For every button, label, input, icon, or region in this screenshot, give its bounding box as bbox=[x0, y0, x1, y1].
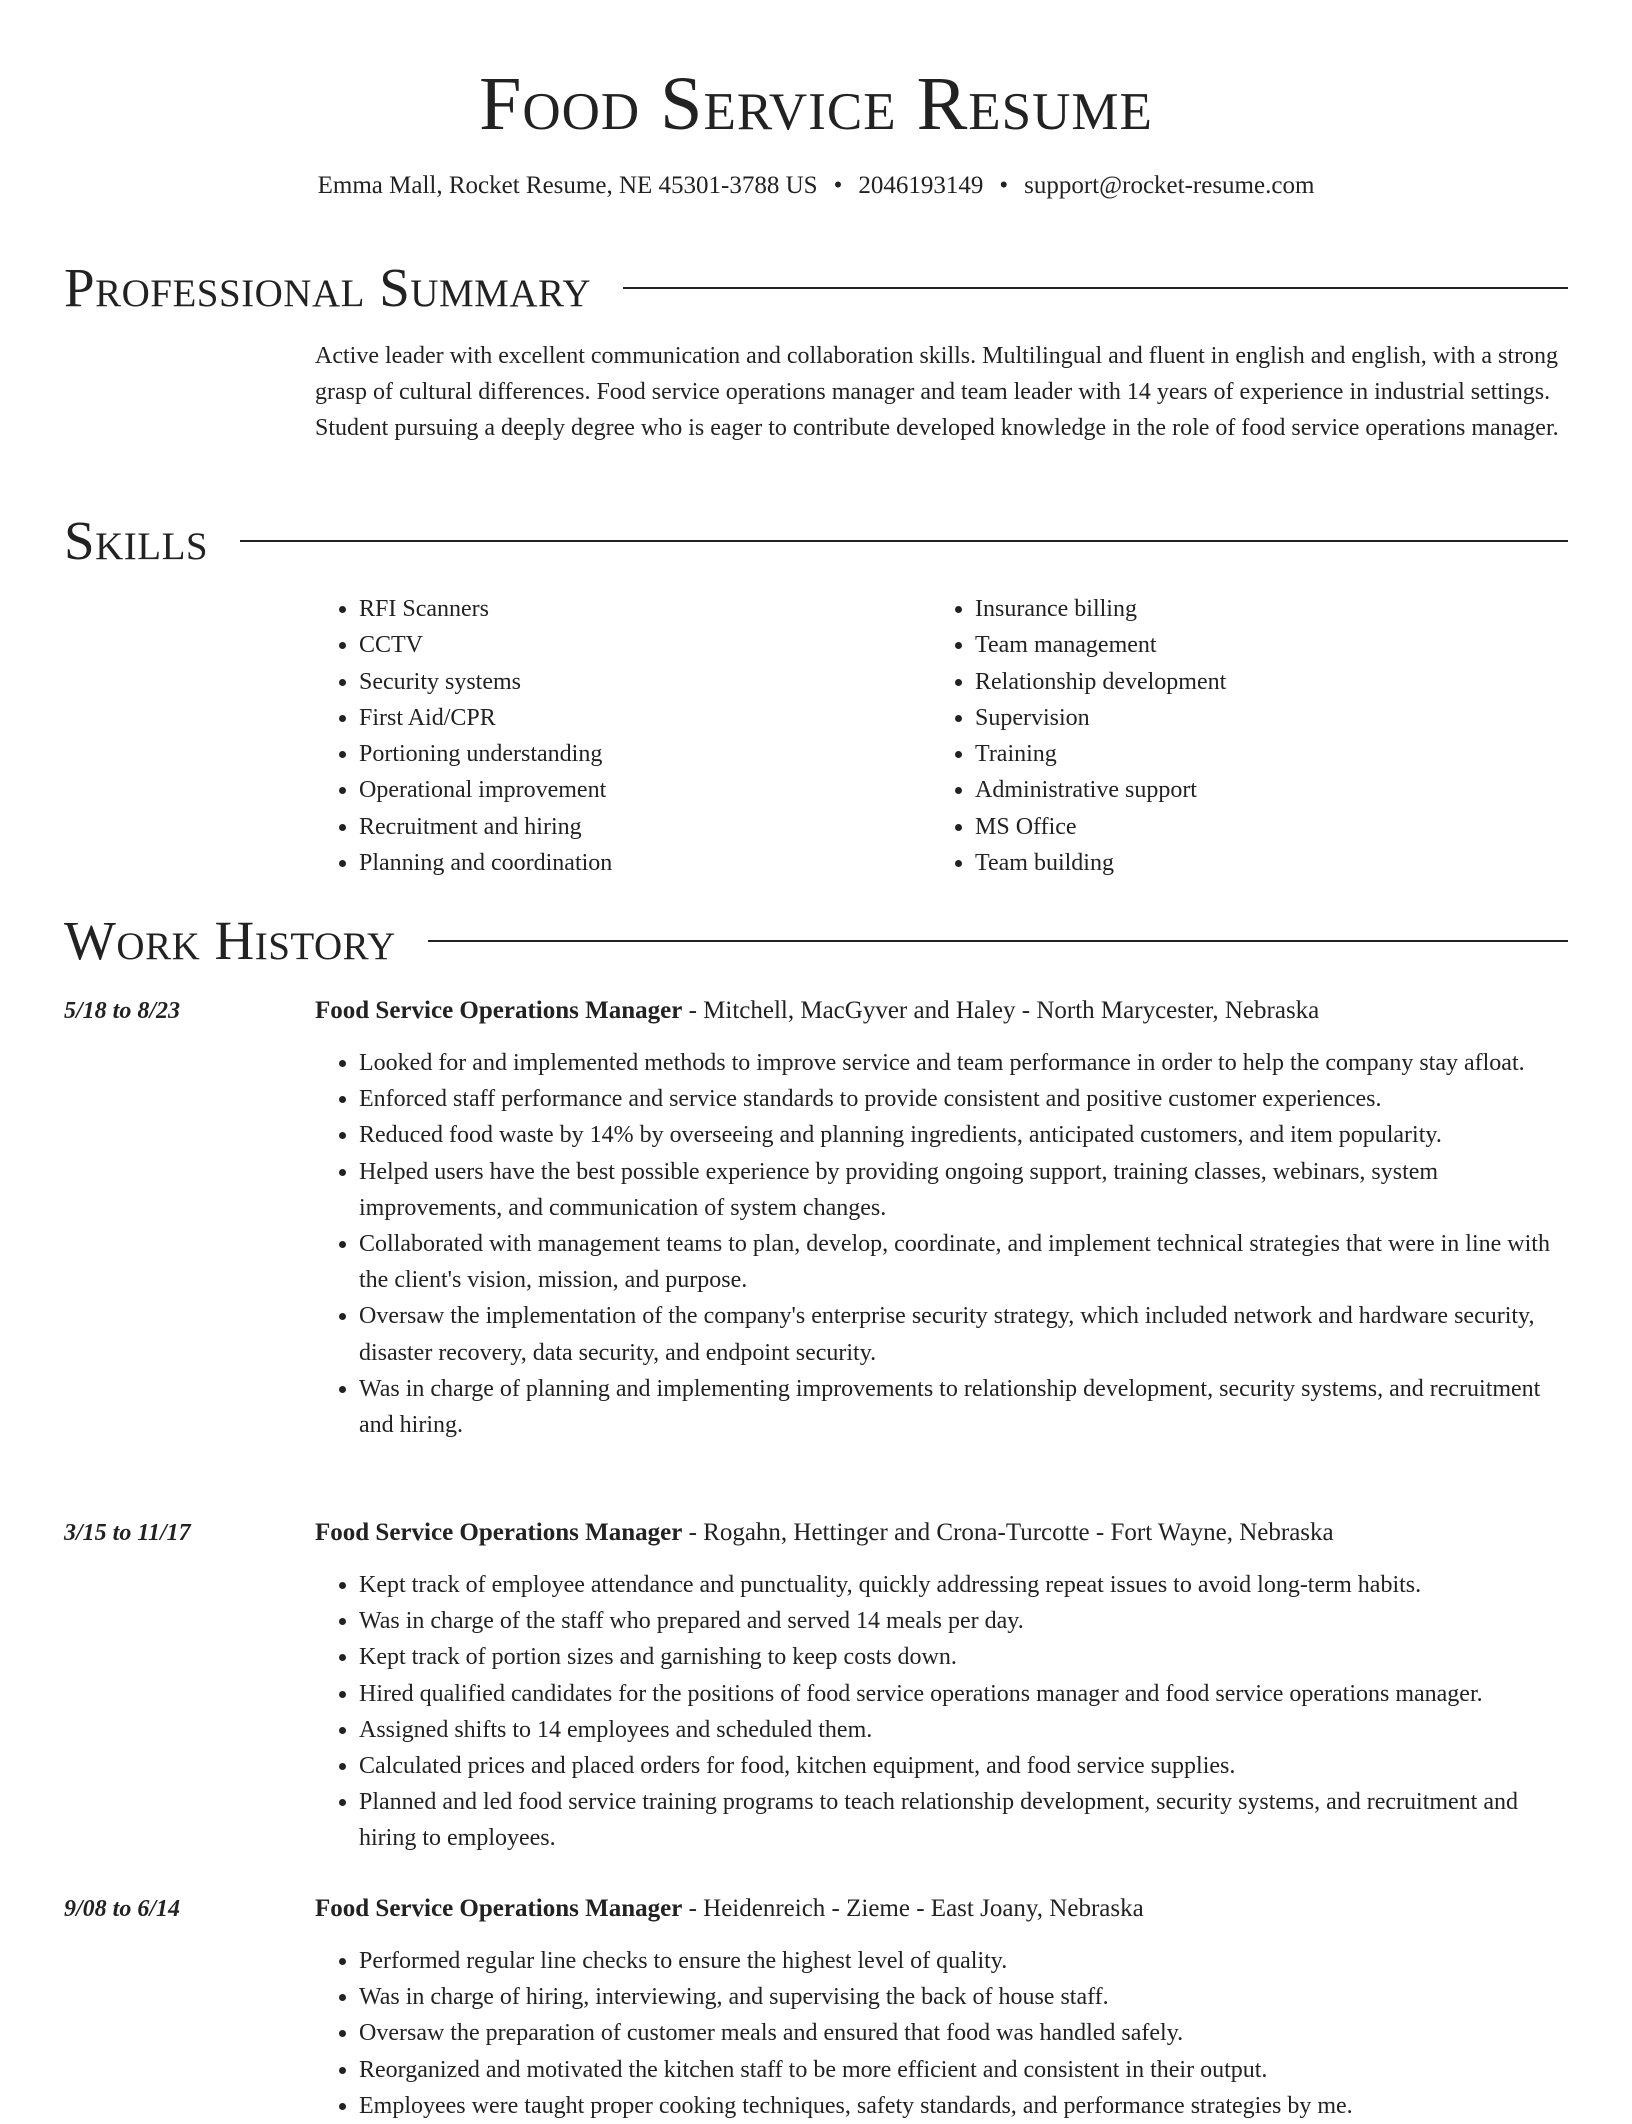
section-title-work: Work History bbox=[64, 910, 396, 971]
job-dates: 5/18 to 8/23 bbox=[64, 998, 181, 1024]
job-employer-location: - Heidenreich - Zieme - East Joany, Nebraska bbox=[682, 1895, 1144, 1922]
skills-list-right bbox=[931, 591, 1547, 881]
contact-phone: 2046193149 bbox=[858, 172, 984, 199]
job-entry bbox=[64, 1515, 1568, 1857]
contact-line bbox=[0, 170, 1632, 202]
job-entry bbox=[64, 1891, 1568, 2124]
job-bullet: • Looked for and implemented methods to improve service and team performance in order to help the company stay afloat. bbox=[359, 1045, 1568, 1081]
job-bullet: • Performed regular line checks to ensure the highest level of quality. bbox=[359, 1943, 1568, 1979]
job-bullets bbox=[315, 1045, 1568, 1443]
job-title: Food Service Operations Manager bbox=[315, 1895, 683, 1922]
section-rule bbox=[428, 940, 1568, 942]
skill-item: • Operational improvement bbox=[359, 772, 931, 808]
job-entry bbox=[64, 993, 1568, 1443]
skill-item: • Portioning understanding bbox=[359, 736, 931, 772]
skill-item: • Team management bbox=[975, 627, 1547, 663]
job-bullet: • Employees were taught proper cooking techniques, safety standards, and performance strategies by me. bbox=[359, 2088, 1568, 2124]
job-bullet: • Was in charge of hiring, interviewing, and supervising the back of house staff. bbox=[359, 1979, 1568, 2015]
job-bullet: • Assigned shifts to 14 employees and scheduled them. bbox=[359, 1712, 1568, 1748]
job-bullet: • Reorganized and motivated the kitchen staff to be more efficient and consistent in their output. bbox=[359, 2052, 1568, 2088]
job-bullet: • Kept track of portion sizes and garnishing to keep costs down. bbox=[359, 1639, 1568, 1675]
job-title: Food Service Operations Manager bbox=[315, 997, 683, 1024]
job-bullet: • Planned and led food service training programs to teach relationship development, security systems, and recruitment and hiring to employees. bbox=[359, 1784, 1568, 1856]
skill-item: • Relationship development bbox=[975, 664, 1547, 700]
section-title-skills: Skills bbox=[64, 510, 209, 571]
job-bullet: • Enforced staff performance and service standards to provide consistent and positive customer experiences. bbox=[359, 1081, 1568, 1117]
job-bullet: • Calculated prices and placed orders for food, kitchen equipment, and food service supplies. bbox=[359, 1748, 1568, 1784]
job-bullet: • Helped users have the best possible experience by providing ongoing support, training classes, webinars, system improvements, and communication of system changes. bbox=[359, 1154, 1568, 1226]
skill-item: • Team building bbox=[975, 845, 1547, 881]
skill-item: • Training bbox=[975, 736, 1547, 772]
skill-item: • RFI Scanners bbox=[359, 591, 931, 627]
job-bullet: • Was in charge of the staff who prepared and served 14 meals per day. bbox=[359, 1603, 1568, 1639]
skill-item: • Security systems bbox=[359, 664, 931, 700]
section-rule bbox=[240, 540, 1568, 542]
skill-item: • CCTV bbox=[359, 627, 931, 663]
contact-address: Emma Mall, Rocket Resume, NE 45301-3788 US bbox=[317, 172, 818, 199]
section-header-work bbox=[64, 909, 1568, 973]
job-heading bbox=[315, 1891, 1568, 1927]
skill-item: • Recruitment and hiring bbox=[359, 809, 931, 845]
contact-separator: • bbox=[833, 172, 843, 199]
section-title-summary: Professional Summary bbox=[64, 257, 592, 318]
job-bullet: • Oversaw the implementation of the company's enterprise security strategy, which included network and hardware security, disaster recovery, data security, and endpoint security. bbox=[359, 1298, 1568, 1370]
job-heading bbox=[315, 1515, 1568, 1551]
skill-item: • Supervision bbox=[975, 700, 1547, 736]
resume-title: Food Service Resume bbox=[479, 62, 1153, 146]
job-bullet: • Was in charge of planning and implementing improvements to relationship development, security systems, and recruitment and hiring. bbox=[359, 1371, 1568, 1443]
job-title: Food Service Operations Manager bbox=[315, 1519, 683, 1546]
skill-item: • MS Office bbox=[975, 809, 1547, 845]
section-rule bbox=[623, 287, 1568, 289]
job-bullets bbox=[315, 1567, 1568, 1857]
skill-item: • Planning and coordination bbox=[359, 845, 931, 881]
skill-item: • Administrative support bbox=[975, 772, 1547, 808]
skill-item: • Insurance billing bbox=[975, 591, 1547, 627]
job-dates: 3/15 to 11/17 bbox=[64, 1520, 191, 1546]
contact-separator: • bbox=[999, 172, 1009, 199]
job-dates: 9/08 to 6/14 bbox=[64, 1896, 181, 1922]
job-bullet: • Collaborated with management teams to plan, develop, coordinate, and implement technical strategies that were in line with the client's vision, mission, and purpose. bbox=[359, 1226, 1568, 1298]
skills-columns bbox=[315, 591, 1568, 881]
section-header-summary bbox=[64, 256, 1568, 320]
job-employer-location: - Rogahn, Hettinger and Crona-Turcotte - Fort Wayne, Nebraska bbox=[682, 1519, 1334, 1546]
contact-email[interactable]: support@rocket-resume.com bbox=[1024, 172, 1315, 199]
job-bullet: • Reduced food waste by 14% by overseeing and planning ingredients, anticipated customers, and item popularity. bbox=[359, 1117, 1568, 1153]
job-heading bbox=[315, 993, 1568, 1029]
section-header-skills bbox=[64, 509, 1568, 573]
job-bullet: • Hired qualified candidates for the positions of food service operations manager and food service operations manager. bbox=[359, 1676, 1568, 1712]
job-bullets bbox=[315, 1943, 1568, 2124]
summary-text: Active leader with excellent communication and collaboration skills. Multilingual and fluent in english and english, with a strong grasp of cultural differences. Food service operations manager and team leader with 14 years of experience in industrial settings. Student pursuing a deeply degree who is eager to contribute developed knowledge in the role of food service operations manager. bbox=[315, 343, 1559, 441]
skills-list-left bbox=[315, 591, 931, 881]
job-bullet: • Kept track of employee attendance and punctuality, quickly addressing repeat issues to avoid long-term habits. bbox=[359, 1567, 1568, 1603]
job-employer-location: - Mitchell, MacGyver and Haley - North Marycester, Nebraska bbox=[682, 997, 1320, 1024]
skill-item: • First Aid/CPR bbox=[359, 700, 931, 736]
job-bullet: • Oversaw the preparation of customer meals and ensured that food was handled safely. bbox=[359, 2015, 1568, 2051]
